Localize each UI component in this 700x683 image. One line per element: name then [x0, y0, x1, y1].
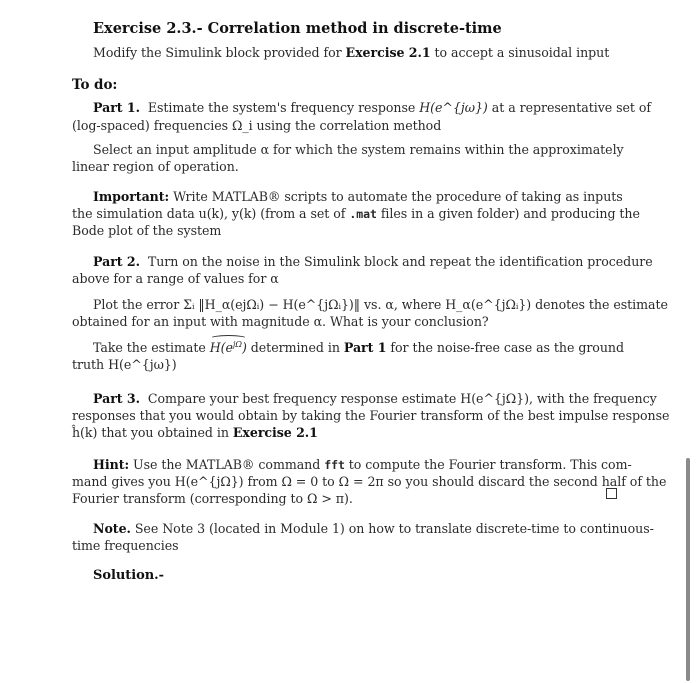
note-text: See Note 3 (located in Module 1) on how to translate discrete-time to continuous- — [134, 521, 654, 536]
take-line1 — [93, 340, 624, 355]
important-line2 — [72, 206, 640, 221]
hint-line2: mand gives you H(e^{jΩ}) from Ω = 0 to Ω = 2π so you should discard the second half of the — [72, 474, 667, 489]
hint-line3: Fourier transform (corresponding to Ω > π). — [72, 491, 353, 506]
part2-text: Turn on the noise in the Simulink block and repeat the identification procedure — [147, 254, 653, 269]
qed-box-icon — [606, 488, 617, 499]
note-line2: time frequencies — [72, 538, 179, 553]
important-line3: Bode plot of the system — [72, 223, 222, 238]
important-label: Important: — [93, 189, 170, 204]
hint-text-b: to compute the Fourier transform. This com- — [344, 457, 632, 472]
mat-code: .mat — [349, 207, 377, 221]
part3-line1 — [93, 391, 657, 406]
important-text-a: the simulation data u(k), y(k) (from a set of — [72, 206, 350, 221]
part1-line1 — [93, 100, 651, 115]
solution-heading: Solution.- — [93, 568, 164, 583]
important-line1 — [93, 189, 623, 204]
take-line2: truth H(e^{jω}) — [72, 357, 177, 372]
part3-line3 — [72, 425, 318, 440]
important-text: Write MATLAB® scripts to automate the procedure of taking as inputs — [173, 189, 623, 204]
scrollbar[interactable] — [686, 458, 690, 681]
take-text-a: Take the estimate — [93, 340, 210, 356]
part3-label: Part 3. — [93, 391, 140, 406]
exercise-title: Exercise 2.3.- Correlation method in discrete-time — [93, 20, 502, 37]
intro-text: Modify the Simulink block provided for — [93, 45, 346, 60]
part3-exercise-ref: Exercise 2.1 — [232, 425, 318, 440]
estimate-math: $H(e^{j\Omega})$ — [209, 340, 247, 356]
part3-text: Compare your best frequency response estimate H(e^{jΩ}), with the frequency — [147, 391, 657, 406]
hint-label: Hint: — [93, 457, 130, 472]
part1-text: Estimate the system's frequency response — [147, 100, 420, 115]
part1-math: H(e^{jω}) — [419, 100, 488, 115]
part1-text-end: at a representative set of — [487, 100, 652, 115]
part1-label: Part 1. — [93, 100, 140, 115]
hint-text-a: Use the MATLAB® command — [133, 457, 325, 472]
intro-text-end: to accept a sinusoidal input — [430, 45, 610, 60]
part3-text-a: ĥ(k) that you obtained in — [72, 425, 233, 440]
part2-line1 — [93, 254, 653, 269]
todo-heading: To do: — [72, 77, 118, 93]
part3-line2: responses that you would obtain by taking the Fourier transform of the best impulse response — [72, 408, 670, 423]
hint-line1 — [93, 457, 632, 472]
plot-line1: Plot the error Σᵢ ‖H_α(ejΩᵢ) − H(e^{jΩᵢ})‖ vs. α, where H_α(e^{jΩᵢ}) denotes the estimate — [93, 297, 668, 312]
part2-line2: above for a range of values for α — [72, 271, 279, 286]
take-text-c: for the noise-free case as the ground — [386, 340, 624, 356]
note-line1 — [93, 521, 654, 536]
take-text-b: determined in — [246, 340, 344, 356]
plot-line2: obtained for an input with magnitude α. What is your conclusion? — [72, 314, 489, 329]
take-part1-ref: Part 1 — [343, 340, 387, 356]
important-text-b: files in a given folder) and producing the — [376, 206, 640, 221]
part2-label: Part 2. — [93, 254, 140, 269]
intro-line — [93, 45, 609, 60]
select-line2: linear region of operation. — [72, 159, 239, 174]
select-line1: Select an input amplitude α for which the system remains within the approximately — [93, 142, 624, 157]
note-label: Note. — [93, 521, 131, 536]
part1-line2: (log-spaced) frequencies Ω_i using the correlation method — [72, 118, 442, 133]
intro-exercise-ref: Exercise 2.1 — [345, 45, 431, 60]
fft-code: fft — [324, 458, 345, 472]
